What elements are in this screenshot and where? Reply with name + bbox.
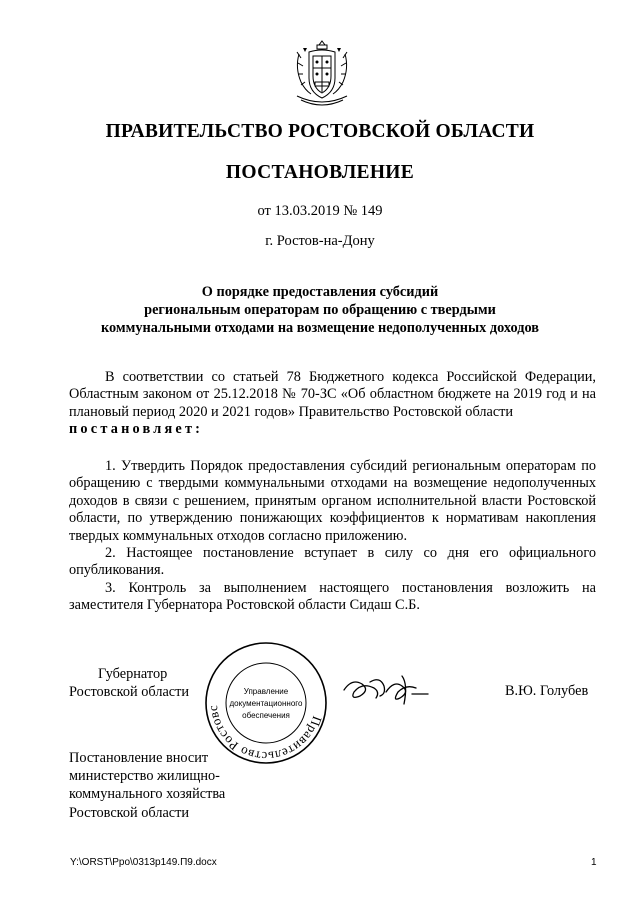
preamble-text: В соответствии со статьей 78 Бюджетного кодекса Российской Федерации, Областным законом от 25.12.2018 № 70-ЗС «Об областном бюджете на 2019 год и на плановый период 2020 и 2021 годов» Правительство Ростовской области: [69, 369, 596, 420]
government-title: ПРАВИТЕЛЬСТВО РОСТОВСКОЙ ОБЛАСТИ: [105, 121, 535, 142]
stamp-inner-text: Управление: [243, 687, 289, 696]
city: г. Ростов-на-Дону: [265, 233, 375, 249]
position-line: Ростовской области: [69, 684, 190, 700]
decree-items: [69, 458, 596, 615]
preamble: [69, 369, 596, 439]
decree-item: 3. Контроль за выполнением настоящего постановления возложить на заместителя Губернатора Ростовской области Сидаш С.Б.: [69, 579, 596, 614]
decree-item: 2. Настоящее постановление вступает в силу со дня его официального опубликования.: [69, 545, 596, 579]
note-line: коммунального хозяйства: [69, 786, 226, 803]
stamp-inner-text: обеспечения: [242, 711, 290, 720]
position-line: Губернатор: [98, 666, 168, 682]
document-subject: [0, 283, 640, 337]
decree-word: постановляет:: [69, 421, 204, 438]
document-type: ПОСТАНОВЛЕНИЕ: [225, 162, 415, 183]
subject-line: коммунальными отходами на возмещение недополученных доходов: [100, 320, 540, 336]
stamp-inner-text: документационного: [229, 699, 303, 708]
handwritten-signature: [340, 670, 432, 710]
subject-line: О порядке предоставления субсидий: [201, 284, 439, 300]
note-line: министерство жилищно-: [69, 768, 220, 785]
signatory-position: [69, 665, 189, 701]
note-line: Ростовской области: [69, 804, 190, 821]
coat-of-arms-icon: [291, 38, 353, 110]
note-line: Постановление вносит: [69, 750, 209, 766]
decree-item: 1. Утвердить Порядок предоставления субсидий региональным операторам по обращению с твердыми коммунальными отходами на возмещение недополученных доходов в связи с решением, принятым органом исполнительной власти Ростовской области, по утверждению понижающих коэффициентов к нормативам накопления твердых коммунальных отходов согласно приложению.: [69, 458, 596, 544]
submitted-by-note: [69, 749, 225, 822]
date-number: от 13.03.2019 № 149: [257, 203, 383, 219]
stamp-outer-text: Правительство Ростовс: [204, 704, 325, 765]
subject-line: региональным операторам по обращению с твердыми: [144, 302, 496, 318]
signatory-name: В.Ю. Голубев: [505, 683, 589, 699]
page-number: 1: [591, 857, 597, 868]
official-stamp: [203, 640, 329, 766]
file-path: Y:\ORST\Ppo\0313p149.П9.docx: [70, 857, 217, 868]
